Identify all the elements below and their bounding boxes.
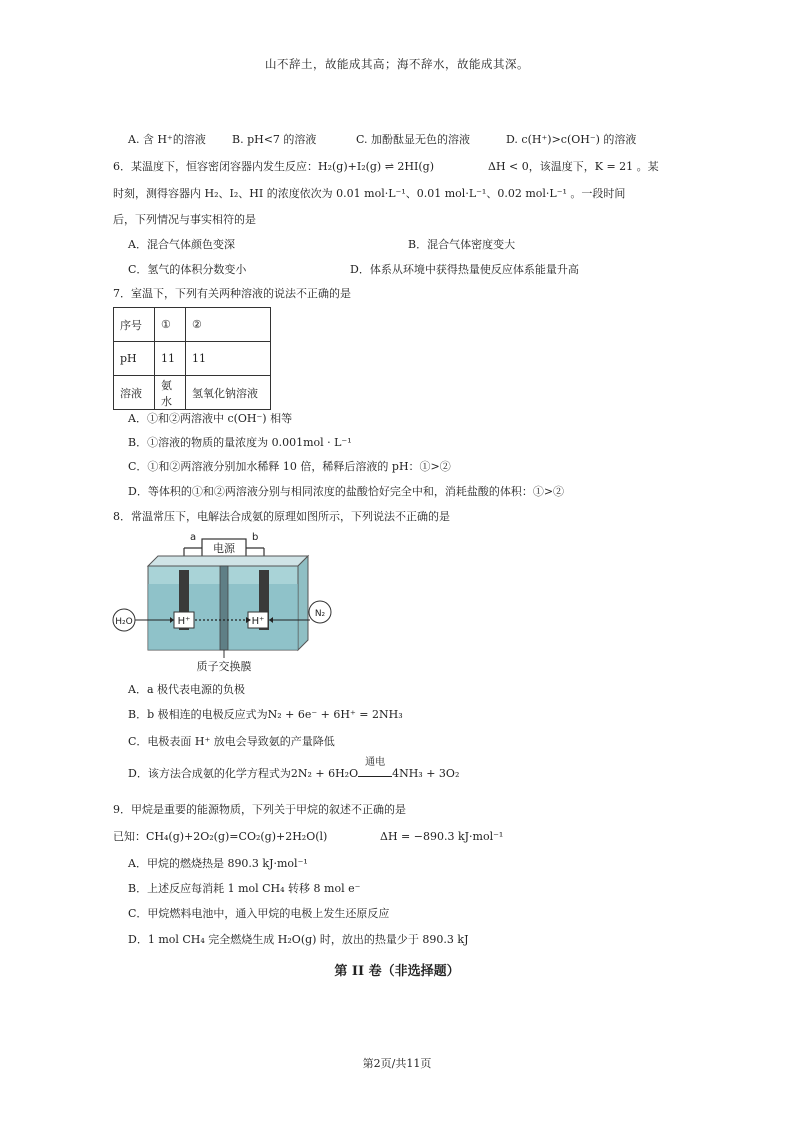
q8-stem: 8．常温常压下，电解法合成氨的原理如图所示，下列说法不正确的是 — [113, 510, 450, 523]
table-cell: ② — [186, 308, 271, 342]
table-cell: 氨水 — [155, 376, 186, 410]
page-number: 第2页/共11页 — [362, 1057, 432, 1070]
q9-stem: 9．甲烷是重要的能源物质，下列关于甲烷的叙述不正确的是 — [113, 803, 406, 816]
q9-option-c: C．甲烷燃料电池中，通入甲烷的电极上发生还原反应 — [128, 907, 390, 920]
q6-stem-text: 6．某温度下，恒容密闭容器内发生反应： — [113, 160, 318, 173]
q7-stem: 7．室温下，下列有关两种溶液的说法不正确的是 — [113, 287, 351, 300]
q6-line2: 时刻，测得容器内 H₂、I₂、HI 的浓度依次为 0.01 mol·L⁻¹、0.01 mol·L⁻¹、0.02 mol·L⁻¹ 。一段时间 — [113, 187, 626, 200]
q8-option-d-eq-left: 2N₂ + 6H₂O — [290, 767, 359, 780]
section-title: 第 II 卷（非选择题） — [334, 964, 460, 979]
table-cell: 序号 — [114, 308, 155, 342]
n2-label: N₂ — [314, 609, 326, 619]
tank-top — [148, 556, 308, 566]
q5-option-c: C. 加酚酞显无色的溶液 — [356, 133, 471, 146]
table-cell: pH — [114, 342, 155, 376]
q6-enthalpy: ΔH < 0，该温度下，K = 21 。某 — [488, 160, 659, 173]
q6-line3: 后，下列情况与事实相符的是 — [113, 213, 256, 226]
q9-known-prefix: 已知： — [113, 830, 146, 843]
table-cell: 溶液 — [114, 376, 155, 410]
q7-option-a: A．①和②两溶液中 c(OH⁻) 相等 — [128, 412, 293, 425]
table-cell: 氢氧化钠溶液 — [186, 376, 271, 410]
q8-option-b-text: B．b 极相连的电极反应式为 — [128, 708, 268, 721]
table-cell: 11 — [186, 342, 271, 376]
q8-option-b — [128, 708, 403, 722]
q6-option-d: D．体系从环境中获得热量使反应体系能量升高 — [350, 263, 579, 276]
reaction-condition — [358, 757, 392, 781]
q5-option-a: A. 含 H⁺的溶液 — [128, 133, 206, 146]
page-header-motto: 山不辞土，故能成其高；海不辞水，故能成其深。 — [265, 57, 529, 71]
q6-option-c: C．氢气的体积分数变小 — [128, 263, 247, 276]
q9-known — [113, 830, 327, 844]
q9-option-a: A．甲烷的燃烧热是 890.3 kJ·mol⁻¹ — [128, 857, 308, 870]
q8-option-a: A．a 极代表电源的负极 — [128, 683, 245, 696]
electrode-b-label: b — [252, 532, 259, 543]
ion-label-right: H⁺ — [251, 616, 265, 627]
table-cell: ① — [155, 308, 186, 342]
q7-option-d: D．等体积的①和②两溶液分别与相同浓度的盐酸恰好完全中和，消耗盐酸的体积：①>② — [128, 485, 565, 498]
ion-label-left: H⁺ — [177, 616, 191, 627]
q6-option-b: B．混合气体密度变大 — [408, 238, 516, 251]
power-supply-label: 电源 — [213, 542, 235, 555]
q9-option-d: D．1 mol CH₄ 完全燃烧生成 H₂O(g) 时，放出的热量少于 890.3 kJ — [128, 933, 469, 946]
q6-option-a: A．混合气体颜色变深 — [128, 238, 235, 251]
q6-stem — [113, 160, 434, 174]
electrode-a-label: a — [190, 532, 197, 543]
q7-option-b: B．①溶液的物质的量浓度为 0.001mol · L⁻¹ — [128, 436, 352, 449]
q9-known-equation: CH₄(g)+2O₂(g)=CO₂(g)+2H₂O(l) — [146, 830, 328, 843]
q7-table — [113, 307, 271, 410]
proton-exchange-membrane — [220, 566, 228, 650]
q8-option-d-eq-right: 4NH₃ + 3O₂ — [392, 767, 460, 780]
q9-known-enthalpy: ΔH = −890.3 kJ·mol⁻¹ — [380, 830, 504, 843]
q7-option-c: C．①和②两溶液分别加水稀释 10 倍，稀释后溶液的 pH：①>② — [128, 460, 451, 473]
table-cell: 11 — [155, 342, 186, 376]
reaction-condition-label: 通电 — [365, 757, 386, 768]
q8-option-d — [128, 757, 460, 781]
q8-option-d-text: D．该方法合成氨的化学方程式为 — [128, 767, 291, 780]
q6-equation: H₂(g)+I₂(g) ⇌ 2HI(g) — [318, 160, 434, 173]
table-row — [114, 376, 271, 410]
h2o-label: H₂O — [115, 617, 133, 627]
q8-option-c: C．电极表面 H⁺ 放电会导致氨的产量降低 — [128, 735, 335, 748]
q8-option-b-equation: N₂ + 6e⁻ + 6H⁺ = 2NH₃ — [267, 708, 403, 721]
q5-option-b: B. pH<7 的溶液 — [232, 133, 317, 146]
tank-side — [298, 556, 308, 650]
q9-option-b: B．上述反应每消耗 1 mol CH₄ 转移 8 mol e⁻ — [128, 882, 361, 895]
table-row — [114, 308, 271, 342]
electrolysis-diagram — [112, 528, 338, 676]
q5-option-d: D. c(H⁺)>c(OH⁻) 的溶液 — [506, 133, 637, 146]
table-row — [114, 342, 271, 376]
membrane-label: 质子交换膜 — [196, 660, 252, 673]
